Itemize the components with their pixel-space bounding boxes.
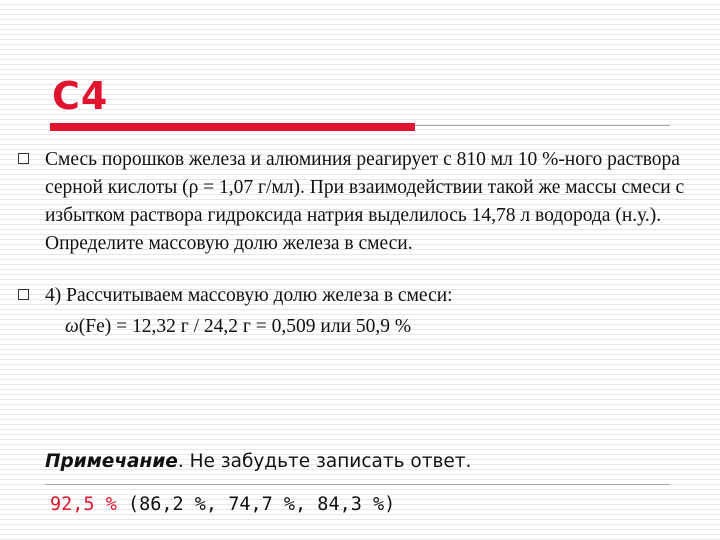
- mass-fraction-formula: [65, 313, 705, 341]
- note-text: . Не забудьте записать ответ.: [177, 451, 472, 472]
- note-label: Примечание: [45, 451, 178, 472]
- answer-line: [50, 492, 710, 518]
- solution-step: 4) Рассчитываем массовую долю железа в смеси:: [45, 285, 453, 306]
- omega-symbol: ω: [65, 316, 79, 337]
- note: [45, 449, 705, 475]
- answer-divider: [45, 484, 670, 485]
- formula-expression: (Fe) = 12,32 г / 24,2 г = 0,509 или 50,9 %: [78, 316, 412, 337]
- answer-alternatives: (86,2 %, 74,7 %, 84,3 %): [116, 494, 396, 515]
- bullet-marker: [18, 289, 29, 300]
- answer-main: 92,5 %: [50, 494, 117, 515]
- bullet-marker: [18, 153, 29, 164]
- problem-statement: Смесь порошков железа и алюминия реагирует с 810 мл 10 %-ного раствора серной кислоты (ρ = 1,07 г/мл). При взаимодействии такой же массы смеси с избытком раствора гидроксида натрия выделилось 14,78 л водорода (н.у.). Определите массовую долю железа в смеси.: [45, 149, 685, 254]
- title-underline-red: [50, 123, 415, 131]
- slide-title: С4: [52, 74, 109, 118]
- title-underline-gray: [415, 125, 670, 126]
